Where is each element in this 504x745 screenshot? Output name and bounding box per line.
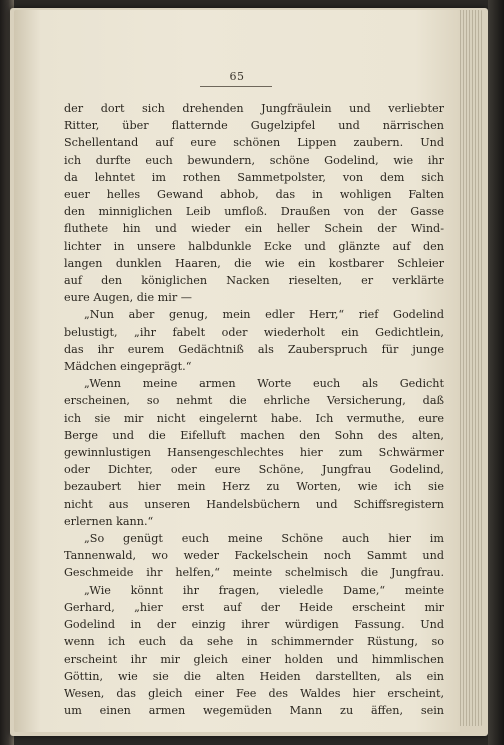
text-line: auf den königlichen Nacken rieselten, er verklärte <box>64 274 444 288</box>
page-number-rule <box>200 86 272 87</box>
body-text <box>64 100 444 719</box>
text-line: das ihr eurem Gedächtniß als Zauberspruch für junge <box>64 342 444 356</box>
text-line: Geschmeide ihr helfen,“ meinte schelmisch die Jungfrau. <box>64 566 444 580</box>
text-line: erscheinen, so nehmt die ehrliche Versicherung, daß <box>64 394 444 408</box>
text-line: fluthete hin und wieder ein heller Schein der Wind- <box>64 222 444 236</box>
page-number: 65 <box>229 70 245 83</box>
text-line: um einen armen wegemüden Mann zu äffen, sein <box>64 704 444 718</box>
text-line: eure Augen, die mir — <box>64 291 192 305</box>
text-line: „Nun aber genug, mein edler Herr,“ rief Godelind <box>84 308 444 322</box>
text-line: Göttin, wie sie die alten Heiden darstellten, als ein <box>64 669 444 683</box>
text-line: „Wenn meine armen Worte euch als Gedicht <box>84 377 444 391</box>
text-line: Godelind in der einzig ihrer würdigen Fassung. Und <box>64 618 444 632</box>
text-line: Mädchen eingeprägt.“ <box>64 360 192 374</box>
text-line: lichter in unsere halbdunkle Ecke und glänzte auf den <box>64 239 444 253</box>
text-line: oder Dichter, oder eure Schöne, Jungfrau Godelind, <box>64 463 444 477</box>
text-line: Gerhard, „hier erst auf der Heide erscheint mir <box>64 600 444 614</box>
text-line: da lehntet im rothen Sammetpolster, von dem sich <box>64 170 444 184</box>
text-line: wenn ich euch da sehe in schimmernder Rüstung, so <box>64 635 444 649</box>
text-line: langen dunklen Haaren, die wie ein kostbarer Schleier <box>64 256 444 270</box>
text-line: Ritter, über flatternde Gugelzipfel und närrischen <box>64 119 444 133</box>
text-line: erlernen kann.“ <box>64 514 154 528</box>
text-line: gewinnlustigen Hansengeschlechtes hier zum Schwärmer <box>64 446 444 460</box>
text-line: der dort sich drehenden Jungfräulein und verliebter <box>64 102 444 115</box>
text-line: ich sie mir nicht eingelernt habe. Ich vermuthe, eure <box>64 411 444 425</box>
text-line: Schellentand auf eure schönen Lippen zaubern. Und <box>64 136 444 150</box>
text-line: „So genügt euch meine Schöne auch hier im <box>84 532 444 546</box>
text-line: Berge und die Eifelluft machen den Sohn des alten, <box>64 428 444 442</box>
text-line: Wesen, das gleich einer Fee des Waldes hier erscheint, <box>64 686 444 700</box>
text-line: ich durfte euch bewundern, schöne Godelind, wie ihr <box>64 153 444 167</box>
text-line: den minniglichen Leib umfloß. Draußen von der Gasse <box>64 205 444 219</box>
text-line: erscheint ihr mir gleich einer holden und himmlischen <box>64 652 444 666</box>
text-line: bezaubert hier mein Herz zu Worten, wie ich sie <box>64 480 444 494</box>
page-stack-edge <box>458 10 484 726</box>
text-line: „Wie könnt ihr fragen, vieledle Dame,“ meinte <box>84 583 444 597</box>
text-line: belustigt, „ihr fabelt oder wiederholt ein Gedichtlein, <box>64 325 444 339</box>
scan-edge-right <box>488 0 504 745</box>
text-line: Tannenwald, wo weder Fackelschein noch Sammt und <box>64 549 444 563</box>
text-line: nicht aus unseren Handelsbüchern und Schiffsregistern <box>64 497 444 511</box>
text-line: euer helles Gewand abhob, das in wohligen Falten <box>64 188 444 202</box>
